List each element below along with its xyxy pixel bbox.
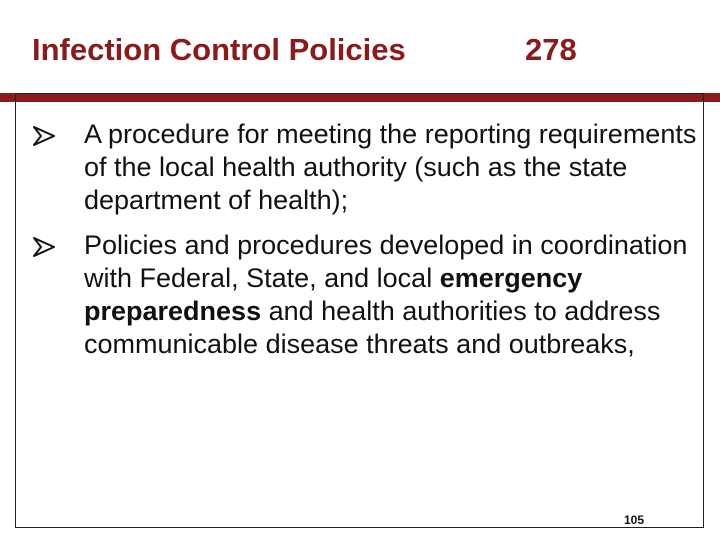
bullet-item [0, 118, 720, 217]
bullet-text-before: Policies and procedures developed in coordination with Federal, State, and local [84, 230, 688, 293]
slide-title: Infection Control Policies [32, 32, 406, 67]
arrow-bullet-icon [32, 126, 56, 146]
bullet-text: A procedure for meeting the reporting requirements of the local health authority (such as the state department of health); [84, 119, 697, 215]
page-number: 105 [624, 513, 645, 527]
bullet-item [0, 229, 720, 361]
bullet-text-after: and health authorities to address communicable disease threats and outbreaks, [84, 296, 661, 359]
arrow-bullet-icon [32, 237, 56, 257]
slide-code: 278 [525, 32, 577, 67]
bullet-list [0, 118, 720, 361]
bullet-emphasis: emergency preparedness [84, 263, 583, 326]
